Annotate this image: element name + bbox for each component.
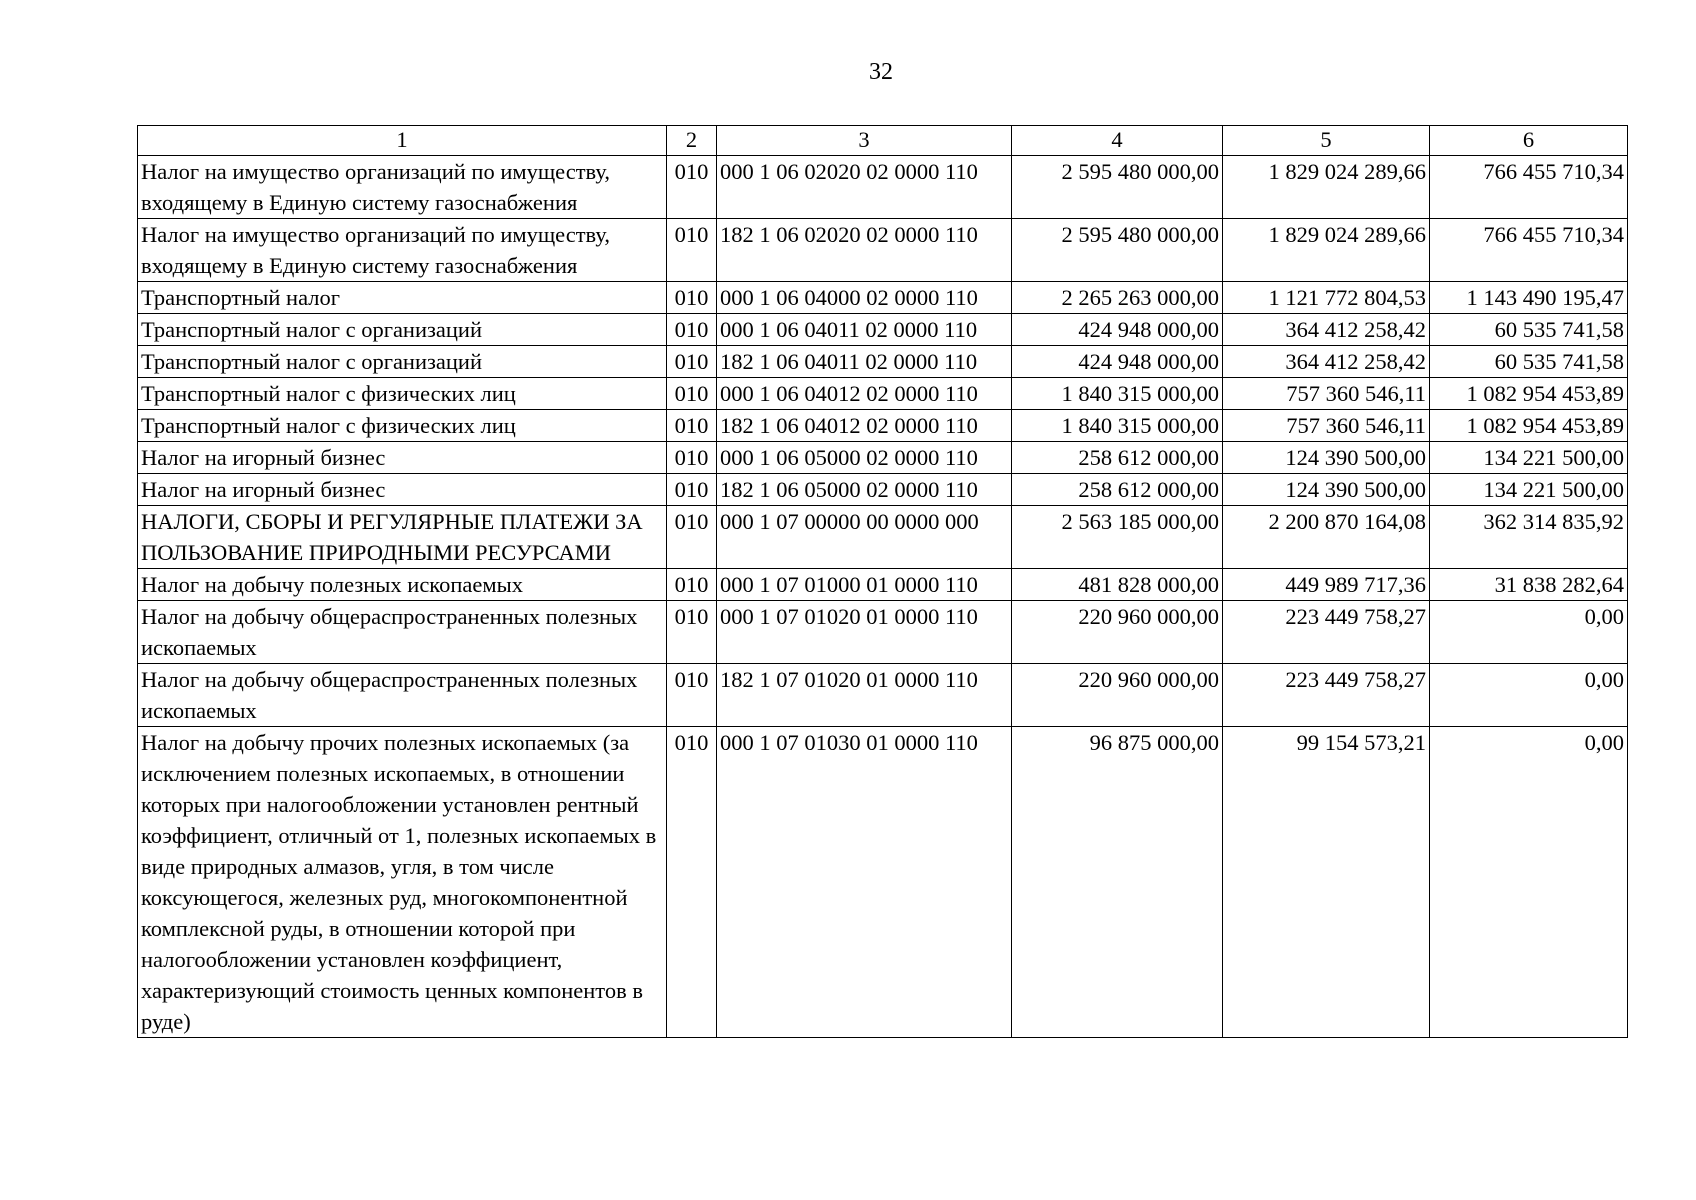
row-budget-code: 182 1 06 04012 02 0000 110 [717, 410, 1012, 442]
row-value-col5: 1 829 024 289,66 [1223, 219, 1430, 282]
column-header-6: 6 [1430, 126, 1628, 156]
row-budget-code: 000 1 07 01020 01 0000 110 [717, 601, 1012, 664]
row-name: Налог на игорный бизнес [138, 474, 667, 506]
row-admin-code: 010 [667, 219, 717, 282]
row-value-col6: 60 535 741,58 [1430, 346, 1628, 378]
row-value-col6: 60 535 741,58 [1430, 314, 1628, 346]
row-value-col4: 258 612 000,00 [1012, 442, 1223, 474]
row-admin-code: 010 [667, 569, 717, 601]
row-value-col6: 0,00 [1430, 601, 1628, 664]
row-value-col6: 1 143 490 195,47 [1430, 282, 1628, 314]
row-budget-code: 000 1 06 04000 02 0000 110 [717, 282, 1012, 314]
row-name: Налог на добычу общераспространенных полезных ископаемых [138, 664, 667, 727]
row-admin-code: 010 [667, 314, 717, 346]
column-header-5: 5 [1223, 126, 1430, 156]
table-row [138, 219, 1628, 282]
row-value-col6: 362 314 835,92 [1430, 506, 1628, 569]
row-value-col5: 1 829 024 289,66 [1223, 156, 1430, 219]
row-value-col5: 1 121 772 804,53 [1223, 282, 1430, 314]
row-name: Налог на добычу полезных ископаемых [138, 569, 667, 601]
column-header-3: 3 [717, 126, 1012, 156]
row-value-col6: 31 838 282,64 [1430, 569, 1628, 601]
row-value-col4: 258 612 000,00 [1012, 474, 1223, 506]
table-row [138, 506, 1628, 569]
row-value-col5: 124 390 500,00 [1223, 442, 1430, 474]
row-admin-code: 010 [667, 442, 717, 474]
row-budget-code: 000 1 06 05000 02 0000 110 [717, 442, 1012, 474]
table-row [138, 569, 1628, 601]
row-value-col4: 481 828 000,00 [1012, 569, 1223, 601]
row-budget-code: 000 1 07 00000 00 0000 000 [717, 506, 1012, 569]
row-name: Транспортный налог с организаций [138, 314, 667, 346]
row-value-col5: 449 989 717,36 [1223, 569, 1430, 601]
row-value-col5: 757 360 546,11 [1223, 378, 1430, 410]
row-value-col6: 1 082 954 453,89 [1430, 410, 1628, 442]
row-value-col5: 2 200 870 164,08 [1223, 506, 1430, 569]
row-name: Транспортный налог [138, 282, 667, 314]
row-admin-code: 010 [667, 727, 717, 1038]
page-number: 32 [869, 59, 893, 85]
row-value-col5: 223 449 758,27 [1223, 601, 1430, 664]
row-value-col6: 134 221 500,00 [1430, 442, 1628, 474]
column-header-1: 1 [138, 126, 667, 156]
row-admin-code: 010 [667, 346, 717, 378]
column-header-2: 2 [667, 126, 717, 156]
row-value-col6: 766 455 710,34 [1430, 219, 1628, 282]
row-name: НАЛОГИ, СБОРЫ И РЕГУЛЯРНЫЕ ПЛАТЕЖИ ЗА ПОЛЬЗОВАНИЕ ПРИРОДНЫМИ РЕСУРСАМИ [138, 506, 667, 569]
row-value-col6: 0,00 [1430, 664, 1628, 727]
row-value-col4: 2 595 480 000,00 [1012, 219, 1223, 282]
table-row [138, 601, 1628, 664]
row-value-col5: 124 390 500,00 [1223, 474, 1430, 506]
row-value-col4: 2 595 480 000,00 [1012, 156, 1223, 219]
header-row [138, 126, 1628, 156]
row-budget-code: 000 1 07 01000 01 0000 110 [717, 569, 1012, 601]
table-row [138, 156, 1628, 219]
table-row [138, 727, 1628, 1038]
row-value-col5: 99 154 573,21 [1223, 727, 1430, 1038]
row-admin-code: 010 [667, 378, 717, 410]
row-name: Налог на добычу общераспространенных полезных ископаемых [138, 601, 667, 664]
row-value-col4: 220 960 000,00 [1012, 664, 1223, 727]
row-name: Транспортный налог с организаций [138, 346, 667, 378]
row-value-col6: 766 455 710,34 [1430, 156, 1628, 219]
row-value-col6: 1 082 954 453,89 [1430, 378, 1628, 410]
row-name: Транспортный налог с физических лиц [138, 410, 667, 442]
row-budget-code: 182 1 06 02020 02 0000 110 [717, 219, 1012, 282]
table-row [138, 664, 1628, 727]
table-row [138, 346, 1628, 378]
row-value-col6: 0,00 [1430, 727, 1628, 1038]
row-value-col4: 2 563 185 000,00 [1012, 506, 1223, 569]
table-row [138, 314, 1628, 346]
row-name: Налог на имущество организаций по имуществу, входящему в Единую систему газоснабжения [138, 156, 667, 219]
row-name: Налог на имущество организаций по имуществу, входящему в Единую систему газоснабжения [138, 219, 667, 282]
row-value-col4: 424 948 000,00 [1012, 346, 1223, 378]
row-value-col5: 757 360 546,11 [1223, 410, 1430, 442]
row-budget-code: 182 1 06 04011 02 0000 110 [717, 346, 1012, 378]
budget-table [137, 125, 1628, 1038]
row-budget-code: 000 1 06 04012 02 0000 110 [717, 378, 1012, 410]
row-admin-code: 010 [667, 601, 717, 664]
row-value-col5: 223 449 758,27 [1223, 664, 1430, 727]
row-value-col6: 134 221 500,00 [1430, 474, 1628, 506]
row-budget-code: 182 1 07 01020 01 0000 110 [717, 664, 1012, 727]
row-budget-code: 000 1 07 01030 01 0000 110 [717, 727, 1012, 1038]
row-name: Налог на игорный бизнес [138, 442, 667, 474]
row-admin-code: 010 [667, 156, 717, 219]
row-value-col4: 220 960 000,00 [1012, 601, 1223, 664]
row-budget-code: 000 1 06 02020 02 0000 110 [717, 156, 1012, 219]
table-row [138, 474, 1628, 506]
row-value-col4: 2 265 263 000,00 [1012, 282, 1223, 314]
table-row [138, 410, 1628, 442]
row-admin-code: 010 [667, 664, 717, 727]
row-value-col4: 424 948 000,00 [1012, 314, 1223, 346]
row-value-col4: 1 840 315 000,00 [1012, 410, 1223, 442]
table-row [138, 442, 1628, 474]
table-row [138, 378, 1628, 410]
row-budget-code: 182 1 06 05000 02 0000 110 [717, 474, 1012, 506]
row-name: Транспортный налог с физических лиц [138, 378, 667, 410]
row-admin-code: 010 [667, 506, 717, 569]
row-value-col4: 96 875 000,00 [1012, 727, 1223, 1038]
row-name: Налог на добычу прочих полезных ископаемых (за исключением полезных ископаемых, в отношении которых при налогообложении установлен рентный коэффициент, отличный от 1, полезных ископаемых в виде природных алмазов, угля, в том числе коксующегося, железных руд, многокомпонентной комплексной руды, в отношении которой при налогообложении установлен коэффициент, характеризующий стоимость ценных компонентов в руде) [138, 727, 667, 1038]
row-admin-code: 010 [667, 474, 717, 506]
row-budget-code: 000 1 06 04011 02 0000 110 [717, 314, 1012, 346]
row-value-col5: 364 412 258,42 [1223, 314, 1430, 346]
row-value-col5: 364 412 258,42 [1223, 346, 1430, 378]
row-admin-code: 010 [667, 282, 717, 314]
row-admin-code: 010 [667, 410, 717, 442]
table-row [138, 282, 1628, 314]
column-header-4: 4 [1012, 126, 1223, 156]
row-value-col4: 1 840 315 000,00 [1012, 378, 1223, 410]
